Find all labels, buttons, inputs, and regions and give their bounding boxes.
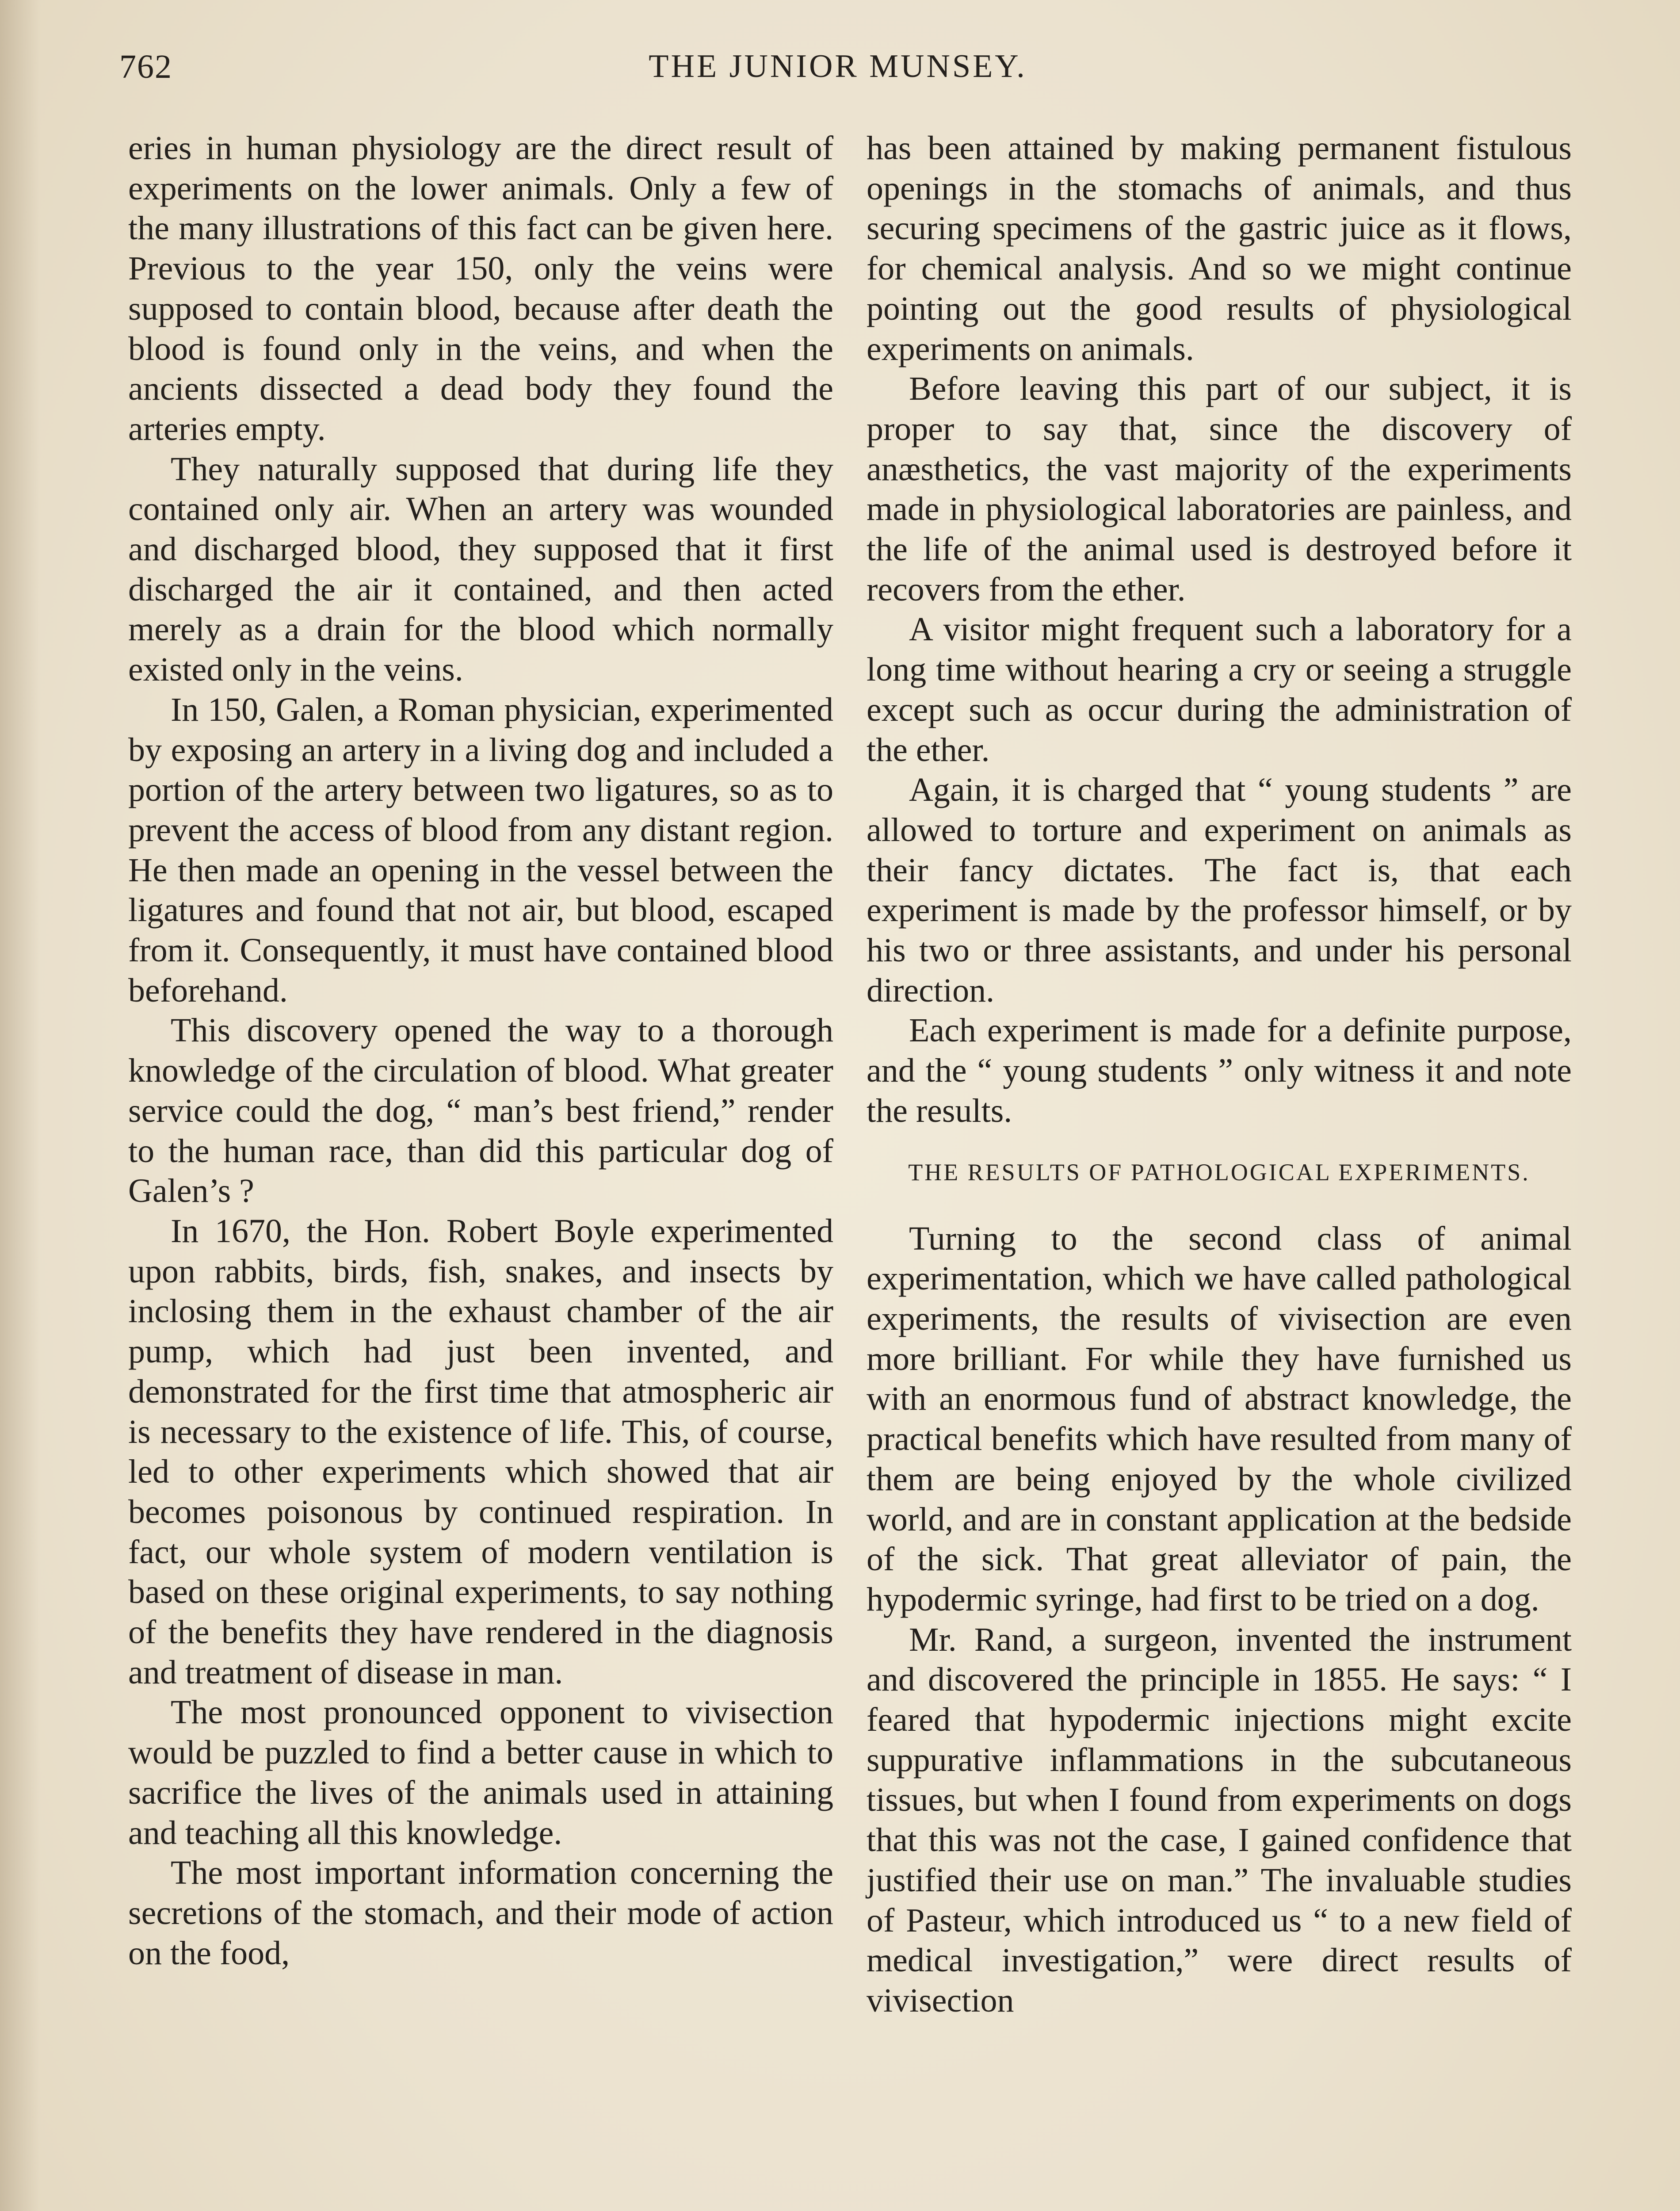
paragraph: Mr. Rand, a surgeon, invented the instrument and discovered the principle in 1855. He says: “ I feared that hypodermic injections might excite suppurative inflammations in the subcutaneous tissues, but when I found from experiments on dogs that this was not the case, I gained confidence that justified their use on man.” The invaluable studies of Pasteur, which introduced us “ to a new field of medical investigation,” were direct results of vivisection	[867, 1621, 1572, 2019]
left-column	[128, 128, 833, 1973]
running-head: THE JUNIOR MUNSEY.	[649, 48, 1027, 84]
section-heading: THE RESULTS OF PATHOLOGICAL EXPERIMENTS.	[908, 1159, 1530, 1186]
paragraph: Each experiment is made for a definite purpose, and the “ young students ” only witness it and note the results.	[867, 1012, 1572, 1129]
paragraph: has been attained by making permanent fistulous openings in the stomachs of animals, and thus securing specimens of the gastric juice as it flows, for chemical analysis. And so we might continue pointing out the good results of physiological experiments on animals.	[867, 130, 1572, 367]
paragraph: The most pronounced opponent to vivisection would be puzzled to find a better cause in which to sacrifice the lives of the animals used in attaining and teaching all this knowledge.	[128, 1694, 833, 1851]
page-header	[119, 48, 1556, 96]
paragraph: Again, it is charged that “ young students ” are allowed to torture and experiment on animals as their fancy dictates. The fact is, that each experiment is made by the professor himself, or by his two or three assistants, and under his personal direction.	[867, 771, 1572, 1009]
paragraph: This discovery opened the way to a thorough knowledge of the circulation of blood. What greater service could the dog, “ man’s best friend,” render to the human race, than did this particular dog of Galen’s ?	[128, 1012, 833, 1210]
paragraph: They naturally supposed that during life they contained only air. When an artery was wounded and discharged blood, they supposed that it first discharged the air it contained, and then acted merely as a drain for the blood which normally existed only in the veins.	[128, 450, 833, 689]
paragraph: In 1670, the Hon. Robert Boyle experimented upon rabbits, birds, fish, snakes, and insects by inclosing them in the exhaust chamber of the air pump, which had just been invented, and demonstrated for the first time that atmospheric air is necessary to the existence of life. This, of course, led to other experiments which showed that air becomes poisonous by continued respiration. In fact, our whole system of modern ventilation is based on these original experiments, to say nothing of the benefits they have rendered in the diagnosis and treatment of disease in man.	[128, 1212, 833, 1691]
paragraph: In 150, Galen, a Roman physician, experimented by exposing an artery in a living dog and included a portion of the artery between two ligatures, so as to prevent the access of blood from any distant region. He then made an opening in the vessel between the ligatures and found that not air, but blood, escaped from it. Consequently, it must have contained blood beforehand.	[128, 691, 833, 1009]
paragraph: The most important information concerning the secretions of the stomach, and their mode of action on the food,	[128, 1854, 833, 1972]
paragraph: Turning to the second class of animal experimentation, which we have called pathological experiments, the results of vivisection are even more brilliant. For while they have furnished us with an enormous fund of abstract knowledge, the practical benefits which have resulted from many of them are being enjoyed by the whole civilized world, and are in constant application at the bedside of the sick. That great alleviator of pain, the hypodermic syringe, had first to be tried on a dog.	[867, 1220, 1572, 1618]
paragraph: Before leaving this part of our subject, it is proper to say that, since the discovery of anæsthetics, the vast majority of the experiments made in physiological laboratories are painless, and the life of the animal used is destroyed before it recovers from the ether.	[867, 370, 1572, 608]
page-edge-shadow	[0, 0, 40, 2211]
paragraph: A visitor might frequent such a laboratory for a long time without hearing a cry or seeing a struggle except such as occur during the administration of the ether.	[867, 611, 1572, 769]
page-number: 762	[119, 48, 172, 85]
right-column	[867, 128, 1572, 2021]
paragraph: eries in human physiology are the direct result of experiments on the lower animals. Only a few of the many illustrations of this fact can be given here. Previous to the year 150, only the veins were supposed to contain blood, because after death the blood is found only in the veins, and when the ancients dissected a dead body they found the arteries empty.	[128, 130, 833, 448]
